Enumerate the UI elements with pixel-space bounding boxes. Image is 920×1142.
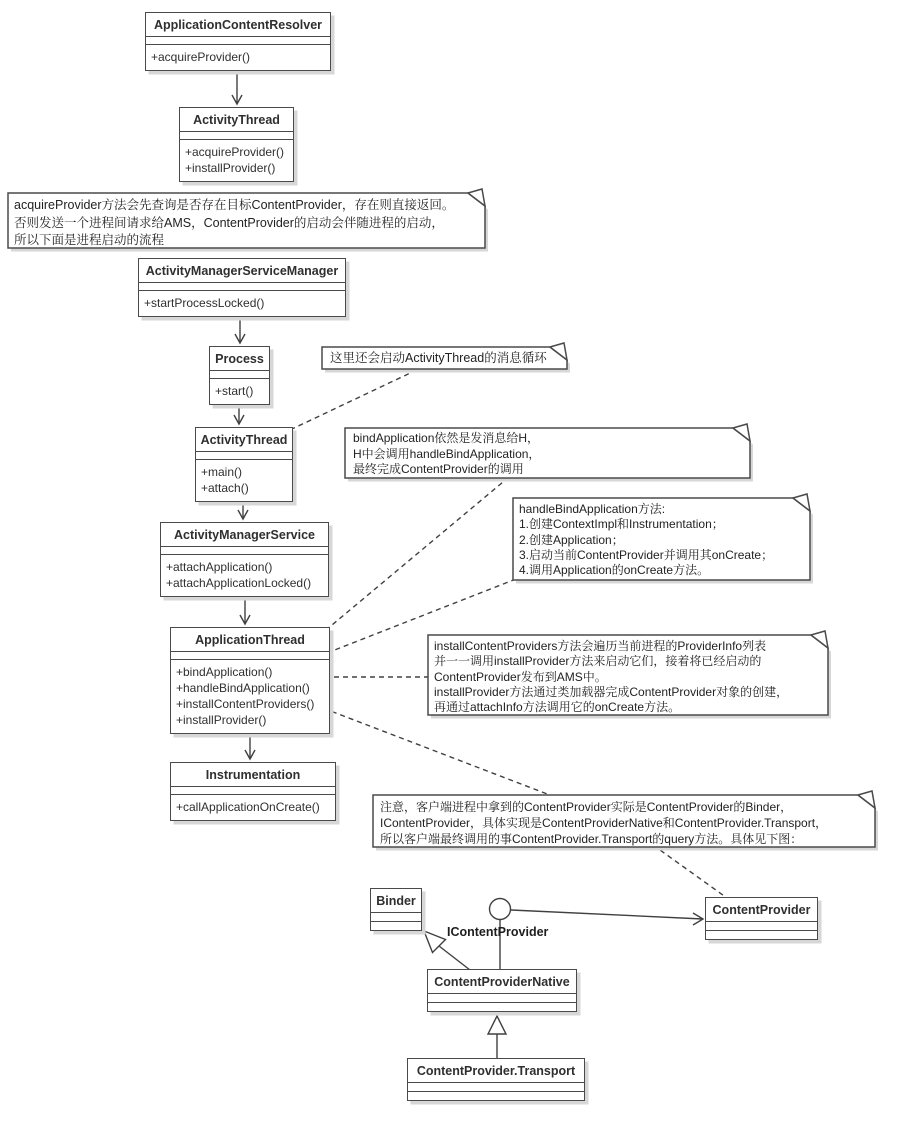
class-title: ActivityManagerService [161, 523, 328, 547]
note-message-loop [330, 350, 547, 366]
note-line: H中会调用handleBindApplication， [353, 446, 541, 461]
note-client-binder-notice [380, 799, 827, 847]
method: +attachApplicationLocked() [166, 576, 312, 590]
class-attributes-empty [180, 132, 293, 140]
method: +installProvider() [185, 161, 276, 175]
class-attributes-empty [408, 1083, 584, 1092]
class-title: Binder [371, 889, 421, 913]
note-line: 这里还会启动ActivityThread的消息循环 [330, 351, 547, 365]
note-line: 1.创建ContextImpl和Instrumentation； [519, 517, 724, 532]
class-title: ApplicationThread [171, 628, 329, 652]
class-title: ActivityThread [180, 108, 293, 132]
class-activity-manager-service [160, 522, 329, 597]
class-methods [210, 379, 269, 404]
class-instrumentation [170, 762, 336, 821]
note-line: 4.调用Application的onCreate方法。 [519, 563, 710, 578]
note-line: 3.启动当前ContentProvider并调用其onCreate； [519, 547, 774, 562]
note-line: acquireProvider方法会先查询是否存在目标ContentProvider，存在则直接返回。 [14, 198, 455, 212]
method: +acquireProvider() [151, 50, 251, 64]
class-methods-empty [428, 1003, 576, 1011]
generalization-arrow-transport-to-cpn [488, 1016, 506, 1058]
dashed-link-notice-note-to-contentprovider [653, 845, 727, 898]
class-methods [139, 291, 345, 316]
method: +installProvider() [176, 713, 267, 727]
class-content-provider [705, 897, 818, 940]
note-acquire-provider [14, 197, 454, 250]
class-application-thread [170, 627, 330, 734]
method: +acquireProvider() [185, 145, 285, 159]
class-binder [370, 888, 422, 931]
method: +handleBindApplication() [176, 681, 310, 695]
class-methods [146, 45, 330, 70]
class-attributes-empty [706, 922, 817, 931]
note-line: 否则发送一个进程间请求给AMS，ContentProvider的启动会伴随进程的启动， [14, 215, 444, 230]
method: +attachApplication() [166, 560, 273, 574]
class-title: ContentProviderNative [428, 970, 576, 994]
method: +callApplicationOnCreate() [176, 800, 320, 814]
class-activity-thread-1 [179, 107, 294, 182]
class-methods [161, 555, 328, 596]
class-title: ApplicationContentResolver [146, 13, 330, 37]
note-line: handleBindApplication方法: [519, 502, 666, 516]
class-attributes-empty [171, 787, 335, 795]
class-attributes-empty [146, 37, 330, 45]
class-methods [196, 460, 292, 501]
dashed-link-notice-note-to-applicationthread [328, 710, 555, 797]
class-attributes-empty [210, 371, 269, 379]
method: +start() [215, 384, 254, 398]
note-line: 再通过attachInfo方法调用它的onCreate方法。 [434, 700, 681, 715]
method: +installContentProviders() [176, 697, 315, 711]
class-title: ActivityThread [196, 428, 292, 452]
note-line: ContentProvider发布到AMS中。 [434, 669, 607, 684]
class-title: Process [210, 347, 269, 371]
class-title: ContentProvider.Transport [408, 1059, 584, 1083]
note-line: 注意，客户端进程中拿到的ContentProvider实际是ContentProvider的Binder， [380, 800, 793, 814]
class-process [209, 346, 270, 405]
interface-label-icontentprovider: IContentProvider [447, 925, 549, 939]
method: +main() [201, 465, 243, 479]
note-line: 并一一调用installProvider方法来启动它们，接着将已经启动的 [434, 654, 762, 669]
note-line: 最终完成ContentProvider的调用 [353, 462, 524, 476]
class-methods-empty [408, 1092, 584, 1100]
class-activity-thread-2 [195, 427, 293, 502]
note-line: 所以下面是进程启动的流程 [14, 233, 165, 247]
class-attributes-empty [428, 994, 576, 1003]
class-methods [171, 795, 335, 820]
note-handle-bind-application [519, 502, 773, 578]
dashed-link-loop-note-to-activitythread [292, 366, 425, 429]
class-attributes-empty [371, 913, 421, 922]
class-attributes-empty [196, 452, 292, 460]
class-title: Instrumentation [171, 763, 335, 787]
note-bind-application [353, 431, 540, 478]
method: +bindApplication() [176, 665, 273, 679]
class-content-provider-native [427, 969, 577, 1012]
class-title: ContentProvider [706, 898, 817, 922]
class-content-provider-transport [407, 1058, 585, 1101]
class-attributes-empty [139, 283, 345, 291]
class-attributes-empty [171, 652, 329, 660]
note-install-content-providers [434, 639, 788, 715]
class-activity-manager-service-manager [138, 258, 346, 317]
note-line: 所以客户端最终调用的事ContentProvider.Transport的query方法。具体见下图： [380, 832, 803, 846]
class-title: ActivityManagerServiceManager [139, 259, 345, 283]
note-line: IContentProvider，具体实现是ContentProviderNative和ContentProvider.Transport， [380, 816, 828, 830]
note-line: bindApplication依然是发消息给H， [353, 431, 540, 445]
class-methods-empty [371, 922, 421, 930]
dashed-link-bind-note-to-applicationthread [326, 477, 509, 630]
class-methods [180, 140, 293, 181]
note-line: 2.创建Application； [519, 532, 624, 547]
note-line: installContentProviders方法会遍历当前进程的ProviderInfo列表 [434, 639, 767, 653]
class-attributes-empty [161, 547, 328, 555]
method: +attach() [201, 481, 249, 495]
class-application-content-resolver [145, 12, 331, 71]
class-methods-empty [706, 931, 817, 939]
note-line: installProvider方法通过类加载器完成ContentProvider对象的创建， [434, 684, 789, 699]
class-methods [171, 660, 329, 733]
method: +startProcessLocked() [144, 296, 265, 310]
association-arrow-to-contentprovider [511, 910, 703, 925]
